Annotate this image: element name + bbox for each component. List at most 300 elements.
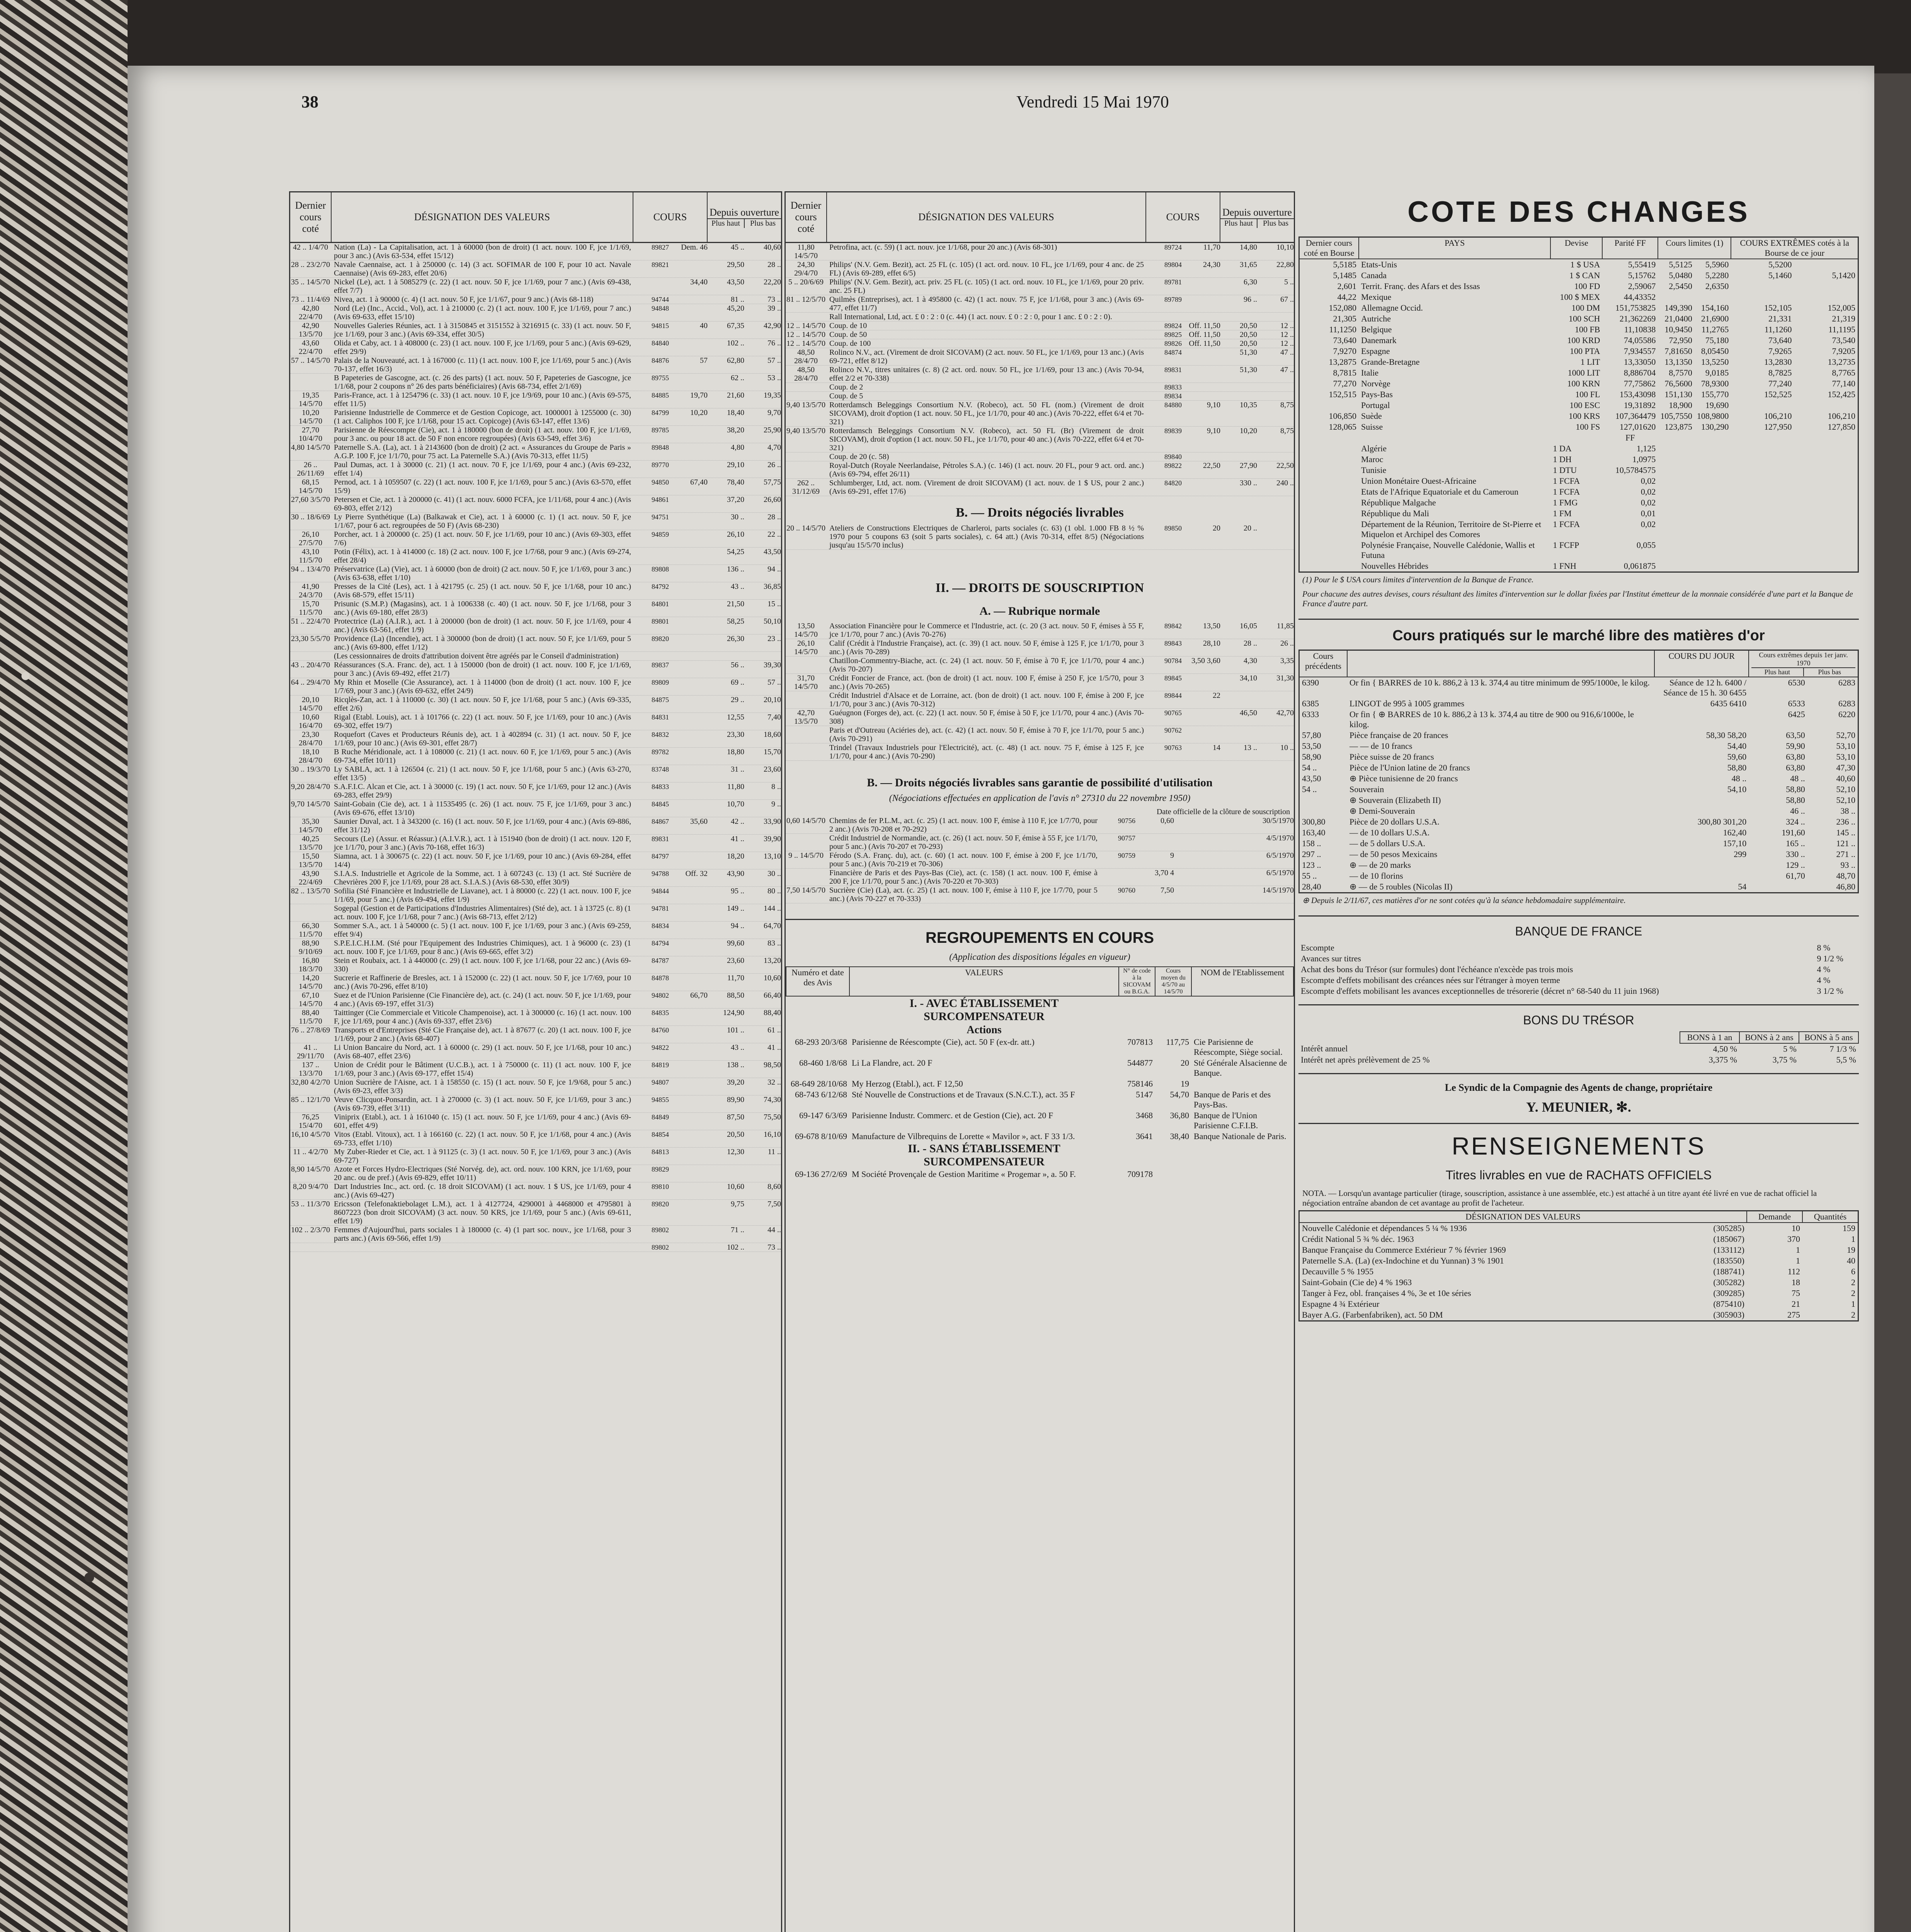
cell-d: 75 bbox=[1792, 1288, 1800, 1298]
security-row bbox=[786, 869, 1294, 886]
or-h-low: Plus bas bbox=[1818, 668, 1841, 676]
cell-h: 6425 bbox=[1788, 709, 1805, 719]
cell-k: 89808 bbox=[652, 565, 669, 573]
cell-v bbox=[669, 1148, 708, 1165]
cell-c: 707813 bbox=[1127, 1037, 1153, 1047]
cell-d: 23,30 28/4/70 bbox=[298, 730, 323, 747]
cell-h: 152,105 bbox=[1764, 303, 1792, 313]
cell-n: Paris-France, act. 1 à 1254796 (c. 33) (1 act. nouv. 10 F, jce 1/9/69, pour 10 anc.) (Avis 69-575, effet 11/5) bbox=[334, 391, 631, 408]
cell-j: 48 .. bbox=[1731, 774, 1747, 783]
cell-d: 370 bbox=[1787, 1234, 1800, 1244]
cote-h-dernier: Dernier cours coté en Bourse bbox=[1299, 237, 1359, 259]
cell-a: 69-678 8/10/69 bbox=[795, 1131, 847, 1141]
cell-p: 54 .. bbox=[1302, 784, 1317, 794]
cell-n: Férodo (S.A. Franç. du), act. (c. 60) (1 act. nouv. 100 F, émise à 200 F, jce 1/1/70, pour 5 anc.) (Avis 70-219 et 70-306) bbox=[829, 851, 1098, 868]
cell-l2: 130,290 bbox=[1701, 422, 1729, 432]
security-row bbox=[290, 817, 781, 835]
cell-n: Ericsson (Telefonaktiebolaget L.M.), act. 1 à 4127724, 4290001 à 4468000 et 4795801 à 8607223 (bon droit SICOVAM) (3 act. nouv. 50 KRS, jce 1/1/69, pour 5 anc.) (Avis 69-611, effet 1/9) bbox=[334, 1200, 631, 1225]
cell-k: 89848 bbox=[652, 444, 669, 451]
cell-j: 59,60 bbox=[1727, 752, 1747, 762]
cell-h: 87,50 bbox=[727, 1113, 744, 1121]
security-row bbox=[786, 524, 1294, 550]
cell-empty bbox=[1299, 540, 1359, 561]
cell-v: 4 % bbox=[1817, 975, 1831, 985]
cell-n: Viniprix (Etabl.), act. 1 à 161040 (c. 15) (1 act. nouv. 50 F, jce 1/1/69, pour 4 anc.) (Avis 69-601, effet 4/9) bbox=[334, 1113, 631, 1130]
security-row bbox=[786, 321, 1294, 330]
cell-n: Sucrière (Cie) (La), act. (c. 25) (1 act. nouv. 100 F, émise à 110 F, jce 1/7/70, pour 5 anc.) (Avis 70-227 et 70-333) bbox=[829, 886, 1098, 903]
or-header-row bbox=[1299, 650, 1858, 677]
section-a-heading: A. — Rubrique normale bbox=[979, 605, 1100, 617]
cell-h bbox=[708, 1165, 744, 1182]
cell-h: 102 .. bbox=[727, 339, 744, 347]
cell-l: 57 .. bbox=[767, 356, 781, 365]
cell-d: 27,70 10/4/70 bbox=[298, 426, 323, 443]
cell-f: 0,01 bbox=[1640, 509, 1656, 518]
cell-c: 758146 bbox=[1127, 1079, 1153, 1088]
cell-n: ⊕ — de 5 roubles (Nicolas II) bbox=[1349, 882, 1453, 891]
cell-k: 84831 bbox=[652, 713, 669, 721]
cell-d: 88,90 9/10/69 bbox=[298, 939, 323, 956]
cell-b: 53,10 bbox=[1836, 741, 1855, 751]
cell-h: 5,1460 bbox=[1768, 270, 1792, 280]
cell-v: 40 bbox=[700, 321, 708, 330]
cell-h: 324 .. bbox=[1786, 817, 1805, 827]
cell-l: 94 .. bbox=[767, 565, 781, 573]
cell-v bbox=[1182, 348, 1220, 365]
cell-n: Petersen et Cie, act. 1 à 200000 (c. 41) (1 act. nouv. 6000 FCFA, jce 1/11/68, pour 4 anc.) (Avis 69-803, effet 2/12) bbox=[334, 495, 631, 512]
cell-d: 10,20 14/5/70 bbox=[298, 408, 323, 425]
cell-u: 100 FB bbox=[1574, 325, 1600, 334]
security-row bbox=[290, 852, 781, 869]
cell-l: 50,10 bbox=[764, 617, 781, 626]
cell-h: 46,50 bbox=[1240, 709, 1257, 717]
cell-k: 89755 bbox=[652, 374, 669, 382]
cell-h bbox=[1731, 281, 1794, 292]
cell-v bbox=[1299, 1255, 1747, 1266]
rachat-row bbox=[1299, 1255, 1858, 1266]
cell-v bbox=[669, 974, 708, 991]
cell-v bbox=[669, 495, 708, 512]
cell-n: Crédit Foncier de France, act. (bon de droit) (1 act. nouv. 100 F, émise à 250 F, jce 1/5/70, pour 3 anc.) (Avis 70-265) bbox=[829, 674, 1144, 691]
cell-v bbox=[669, 1095, 708, 1112]
cell-d: 27,60 3/5/70 bbox=[291, 495, 330, 504]
cell-h: 127,950 bbox=[1764, 422, 1792, 432]
cell-c: 5147 bbox=[1136, 1090, 1153, 1099]
rachat-row bbox=[1299, 1299, 1858, 1310]
regroupement-row bbox=[786, 1037, 1293, 1058]
cell-c: 7 1/3 % bbox=[1829, 1044, 1856, 1054]
cell-p: Algérie bbox=[1361, 444, 1387, 453]
cell-v bbox=[669, 600, 708, 617]
cell-d: 81 .. 12/5/70 bbox=[786, 295, 826, 304]
cell-d: 13,2875 bbox=[1329, 357, 1356, 367]
cote-h-devise: Devise bbox=[1550, 237, 1602, 259]
cell-d: 9 .. 14/5/70 bbox=[788, 851, 824, 860]
cell-d: 7,9270 bbox=[1333, 346, 1356, 356]
cell-u: 100 KRD bbox=[1567, 335, 1600, 345]
security-row bbox=[290, 374, 781, 391]
currency-row bbox=[1299, 259, 1858, 270]
cell-b: 11,1195 bbox=[1828, 325, 1855, 334]
section-b2-heading: B. — Droits négociés livrables sans garantie de possibilité d'utilisation bbox=[867, 776, 1213, 789]
cell-n: Sofilia (Sté Financière et Industrielle de Liavane), act. 1 à 80000 (c. 22) (1 act. nouv. 100 F, jce 1/1/69, pour 5 anc.) (Avis 69-494, effet 1/9) bbox=[334, 887, 631, 904]
security-row bbox=[786, 691, 1294, 709]
cell-h: 29 .. bbox=[731, 696, 744, 704]
cell-b: 6283 bbox=[1838, 699, 1855, 708]
or-h-high: Plus haut bbox=[1751, 668, 1804, 676]
cell-d bbox=[786, 656, 826, 673]
cell-k: 90759 bbox=[1118, 852, 1135, 859]
cell-h: 48 .. bbox=[1790, 774, 1805, 783]
cell-k: 94815 bbox=[652, 322, 669, 330]
cell-v: 22,50 bbox=[1203, 461, 1220, 470]
cell-d: 9,70 14/5/70 bbox=[291, 800, 330, 808]
cell-h: 136 .. bbox=[727, 565, 744, 573]
cell-h: 20 .. bbox=[1244, 524, 1257, 532]
cell-h: 18,20 bbox=[727, 852, 744, 861]
cell-n: Préservatrice (La) (Vie), act. 1 à 60000 (bon de droit) (2 act. nouv. 50 F, jce 1/1/69, pour 3 anc.) (Avis 63-638, effet 1/10) bbox=[334, 565, 631, 582]
cell-e: Sté Générale Alsacienne de Banque. bbox=[1194, 1058, 1287, 1078]
cell-v bbox=[1182, 479, 1220, 496]
cell-l: 98,50 bbox=[764, 1061, 781, 1069]
cell-k: 84885 bbox=[652, 391, 669, 399]
cell-e: Banque Nationale de Paris. bbox=[1194, 1131, 1286, 1141]
cell-k: 94788 bbox=[652, 870, 669, 878]
cell-k bbox=[1101, 869, 1135, 886]
cell-f: 44,43352 bbox=[1623, 292, 1656, 302]
gold-row bbox=[1299, 741, 1858, 752]
cell-v: My Herzog (Etabl.), act. F 12,50 bbox=[852, 1079, 963, 1088]
cell-f: 7,934557 bbox=[1623, 346, 1656, 356]
cell-n: Réassurances (S.A. Franc. de), act. 1 à 150000 (bon de droit) (1 act. nouv. 100 F, jce 1/1/69, pour 3 anc.) (Avis 69-492, effet 21/7) bbox=[334, 661, 631, 678]
cell-d: 18,10 28/4/70 bbox=[298, 748, 323, 765]
cell-f: 8,886704 bbox=[1623, 368, 1656, 378]
cell-b: 152,005 bbox=[1828, 303, 1855, 313]
cell-u: 1 FCFP bbox=[1553, 540, 1579, 550]
cell-n: Nivea, act. 1 à 90000 (c. 4) (1 act. nouv. 50 F, jce 1/1/67, pour 9 anc.) (Avis 68-118) bbox=[334, 295, 594, 304]
cell-d: 9,40 13/5/70 bbox=[786, 427, 826, 435]
cell-v: 24,30 bbox=[1203, 260, 1220, 269]
rachat-row bbox=[1299, 1310, 1858, 1321]
cell-l bbox=[1257, 392, 1294, 400]
cell-l2: 9,0185 bbox=[1705, 368, 1729, 378]
cell-empty bbox=[1299, 476, 1359, 486]
cell-n: Ateliers de Constructions Electriques de Charleroi, parts sociales (c. 63) (1 obl. 1.000 FB 8 ½ % 1970 pour 5 coupons 63 (soit 5 parts sociales), c. 64 att.) (Avis 70-314, effet 8/5) (Négociations jusqu'au 15/5/70 inclus) bbox=[829, 524, 1144, 549]
section-b2-note: (Négociations effectuées en application de l'avis n° 27310 du 22 novembre 1950) bbox=[889, 793, 1191, 803]
cell-d: 76 .. 27/8/69 bbox=[291, 1026, 330, 1034]
security-row bbox=[290, 713, 781, 730]
cell-l: 11 .. bbox=[767, 1148, 781, 1156]
cell-k: 89810 bbox=[652, 1183, 669, 1190]
cell-f: 0,02 bbox=[1640, 498, 1656, 507]
cell-l: Avances sur titres bbox=[1301, 954, 1361, 963]
cell-f: 0,02 bbox=[1640, 519, 1656, 529]
cell-v bbox=[669, 956, 708, 973]
cell-l: 3,35 bbox=[1280, 656, 1294, 665]
cell-h: 9,75 bbox=[731, 1200, 744, 1208]
cell-l1: 151,130 bbox=[1664, 389, 1692, 399]
cell-h: 21,50 bbox=[727, 600, 744, 608]
cell-d: 30 .. 19/3/70 bbox=[291, 765, 330, 774]
cell-j: 300,80 301,20 bbox=[1697, 817, 1747, 827]
cell-d: 11 .. 4/2/70 bbox=[293, 1148, 328, 1156]
cell-l2: 19,690 bbox=[1705, 400, 1729, 410]
cell-v bbox=[669, 426, 708, 443]
security-row bbox=[290, 408, 781, 426]
cell-v bbox=[1299, 1245, 1747, 1255]
cell-l bbox=[1257, 383, 1294, 391]
bdf-rate-row bbox=[1298, 953, 1859, 964]
cell-v bbox=[669, 374, 708, 391]
cell-d: 14,20 14/5/70 bbox=[298, 974, 323, 991]
cell-h: 20,50 bbox=[1240, 321, 1257, 330]
security-row bbox=[290, 730, 781, 748]
security-row bbox=[290, 565, 781, 582]
cell-l1: 76,5600 bbox=[1664, 379, 1692, 388]
cell-e bbox=[1191, 1078, 1293, 1089]
cell-h: 5,5200 bbox=[1768, 260, 1792, 269]
currency-row bbox=[1299, 335, 1858, 346]
cell-a: 69-147 6/3/69 bbox=[799, 1111, 847, 1120]
cell-l: 39,30 bbox=[764, 661, 781, 669]
regroupement-row bbox=[786, 1131, 1293, 1142]
cell-h: 20,50 bbox=[1240, 339, 1257, 348]
cell-d: 262 .. 31/12/69 bbox=[792, 479, 820, 496]
cell-l2: 78,9300 bbox=[1701, 379, 1729, 388]
cell-h: 39,20 bbox=[727, 1078, 744, 1087]
cell-h: 21,60 bbox=[727, 391, 744, 400]
cell-d: 128,065 bbox=[1329, 422, 1356, 432]
cell-d: 43,10 11/5/70 bbox=[299, 548, 322, 565]
cell-n: Pièce suisse de 20 francs bbox=[1349, 752, 1434, 762]
security-row bbox=[290, 478, 781, 495]
page-number: 38 bbox=[301, 92, 318, 111]
header-low: Plus bas bbox=[1263, 219, 1289, 228]
security-row bbox=[290, 278, 781, 295]
cell-k: 89842 bbox=[1164, 622, 1182, 630]
cell-h: 6533 bbox=[1788, 699, 1805, 708]
or-note: ⊕ Depuis le 2/11/67, ces matières d'or ne sont cotées qu'à la séance hebdomadaire supplémentaire. bbox=[1302, 896, 1626, 905]
cell-n: Crédit Industriel d'Alsace et de Lorraine, act. (bon de droit) (1 act. nouv. 100 F, émise à 200 F, jce 1/1/70, pour 3 anc.) (Avis 70-312) bbox=[829, 691, 1144, 708]
cell-d: 42,70 13/5/70 bbox=[794, 709, 818, 726]
ff-currency-row bbox=[1299, 508, 1858, 519]
security-row bbox=[290, 991, 781, 1009]
security-row bbox=[786, 339, 1294, 348]
cell-c: 3468 bbox=[1136, 1111, 1153, 1120]
cell-l: 61 .. bbox=[767, 1026, 781, 1034]
cell-n: Rolinco N.V., act. (Virement de droit SICOVAM) (2 act. nouv. 50 FL, jce 1/1/69, pour 13 anc.) (Avis 69-721, effet 8/12) bbox=[829, 348, 1144, 365]
cell-p: 158 .. bbox=[1302, 838, 1321, 848]
security-row bbox=[290, 243, 781, 260]
cell-j bbox=[1654, 709, 1749, 730]
cell-u: 1 DA bbox=[1553, 444, 1572, 453]
rg-header-etablissement: NOM de l'Etablissement bbox=[1191, 967, 1293, 996]
cell-d: 1 bbox=[1796, 1245, 1800, 1255]
cell-n: My Rhin et Moselle (Cie Assurance), act. 1 à 114000 (bon de droit) (1 act. nouv. 100 F, jce 1/7/69, pour 3 anc.) (Avis 69-632, effet 24/9) bbox=[334, 678, 631, 695]
cell-p: Espagne bbox=[1361, 346, 1390, 356]
cell-n: Roquefort (Caves et Producteurs Réunis de), act. 1 à 402894 (c. 31) (1 act. nouv. 50 F, jce 1/1/69, pour 10 anc.) (Avis 69-301, effet 28/7) bbox=[334, 730, 631, 747]
regroupements-header-row bbox=[786, 967, 1293, 996]
cell-n: Femmes d'Aujourd'hui, parts sociales 1 à 180000 (c. 4) (1 part soc. nouv., jce 1/1/68, pour 3 parts anc.) (Avis 69-566, effet 1/9) bbox=[334, 1226, 631, 1243]
security-row bbox=[786, 656, 1294, 674]
cell-l: 12 .. bbox=[1280, 339, 1294, 348]
cell-d bbox=[290, 652, 331, 660]
cell-d: 16,10 4/5/70 bbox=[291, 1130, 330, 1139]
or-table bbox=[1298, 650, 1859, 893]
cell-h: 330 .. bbox=[1786, 849, 1805, 859]
cote-header-row bbox=[1299, 237, 1858, 259]
cell-n: Rall International, Ltd, act. £ 0 : 2 : 0 (c. 44) (1 act. nouv. £ 0 : 2 : 0, pour 1 anc. £ 0 : 2 : 0). bbox=[829, 313, 1112, 321]
cell-h: 43 .. bbox=[731, 582, 744, 591]
cote-h-pays: PAYS bbox=[1359, 237, 1550, 259]
security-row bbox=[290, 339, 781, 356]
cell-n: Coup. de 5 bbox=[829, 392, 863, 400]
cell-d: 275 bbox=[1787, 1310, 1800, 1320]
cell-n: Rotterdamsch Beleggings Consortium N.V. (Robeco), act. 50 FL (nom.) (Virement de droit SICOVAM), droit d'option (1 act. nouv. 50 FL, jce 1/1/70, pour 40 anc.) (Avis 70-222, effet 6/4 et 70-321) bbox=[829, 401, 1144, 426]
cell-h bbox=[1749, 881, 1807, 893]
cell-n: — — de 10 francs bbox=[1349, 741, 1412, 751]
cell-u: 100 KRS bbox=[1569, 411, 1600, 421]
header-last-price: Dernier cours coté bbox=[786, 192, 827, 242]
or-h-blank bbox=[1347, 650, 1654, 677]
cell-p: Suède bbox=[1361, 411, 1382, 421]
cell-v: 3 1/2 % bbox=[1817, 986, 1843, 996]
cell-v bbox=[669, 696, 708, 713]
cell-l: 19,35 bbox=[764, 391, 781, 400]
cell-k: 84813 bbox=[652, 1148, 669, 1156]
cell-v bbox=[669, 904, 708, 921]
security-row bbox=[290, 495, 781, 513]
cell-v bbox=[1299, 1223, 1747, 1234]
cell-v bbox=[669, 887, 708, 904]
cell-n: Royal-Dutch (Royale Neerlandaise, Pétroles S.A.) (c. 146) (1 act. nouv. 20 FL, pour 9 act. ord. anc.) (Avis 69-794, effet 26/11) bbox=[829, 461, 1144, 478]
gold-row bbox=[1299, 795, 1858, 806]
cell-u: 1 $ CAN bbox=[1569, 270, 1600, 280]
cell-q: 19 bbox=[1847, 1245, 1855, 1255]
cell-d: 42,90 13/5/70 bbox=[298, 321, 323, 338]
cote-h-parite: Parité FF bbox=[1602, 237, 1658, 259]
cell-b: 38 .. bbox=[1840, 806, 1855, 816]
security-row bbox=[786, 834, 1294, 851]
cote-des-changes-table bbox=[1298, 236, 1859, 573]
cell-f: 5,15762 bbox=[1628, 270, 1656, 280]
cell-l: 15,70 bbox=[764, 748, 781, 756]
security-row bbox=[786, 452, 1294, 461]
security-row bbox=[290, 1078, 781, 1095]
cell-l1: 18,900 bbox=[1669, 400, 1692, 410]
cell-p: 57,80 bbox=[1302, 730, 1321, 740]
cell-l: 7,50 bbox=[767, 1200, 781, 1208]
cell-d bbox=[786, 392, 826, 400]
cell-d: 19,35 14/5/70 bbox=[298, 391, 323, 408]
cell-d: 137 .. 13/3/70 bbox=[298, 1061, 323, 1078]
cell-u: 1 DH bbox=[1553, 454, 1572, 464]
cell-h: 89,90 bbox=[727, 1095, 744, 1104]
cell-k: 94855 bbox=[652, 1096, 669, 1104]
security-row bbox=[786, 427, 1294, 452]
cell-c: 544877 bbox=[1127, 1058, 1153, 1068]
header-high: Plus haut bbox=[1220, 219, 1258, 228]
gold-row bbox=[1299, 730, 1858, 741]
rachat-name: Paternelle S.A. (La) (ex-Indochine et du Yunnan) 3 % 1901 bbox=[1302, 1256, 1504, 1265]
rachat-name: Decauville 5 % 1955 bbox=[1302, 1267, 1374, 1276]
security-row bbox=[290, 1113, 781, 1130]
regroupement-row bbox=[786, 1058, 1293, 1078]
cell-p: 123 .. bbox=[1302, 860, 1321, 870]
rachat-row bbox=[1299, 1234, 1858, 1245]
cell-k: 94807 bbox=[652, 1078, 669, 1086]
cell-v bbox=[669, 730, 708, 747]
cell-k: 89809 bbox=[652, 679, 669, 686]
cell-v bbox=[669, 713, 708, 730]
security-row bbox=[290, 922, 781, 939]
rachat-code: (305282) bbox=[1713, 1277, 1744, 1287]
cell-k bbox=[634, 548, 669, 565]
cell-v bbox=[669, 1043, 708, 1060]
cell-n: Coup. de 2 bbox=[829, 383, 863, 391]
cell-k bbox=[634, 652, 669, 660]
cell-b: 6220 bbox=[1838, 709, 1855, 719]
cell-d: 94 .. 13/4/70 bbox=[291, 565, 330, 573]
or-h-extremes bbox=[1749, 650, 1858, 677]
cell-f: 13,33050 bbox=[1623, 357, 1656, 367]
header-designation: DÉSIGNATION DES VALEURS bbox=[332, 192, 633, 242]
cell-l: 9,70 bbox=[767, 408, 781, 417]
cell-n: Philips' (N.V. Gem. Bezit), act. priv. 25 FL (c. 105) (1 act. ord. nouv. 10 FL, jce 1/1/69, pour 20 priv. anc. 25 FL) bbox=[829, 278, 1144, 295]
cell-h: 43 .. bbox=[731, 1043, 744, 1052]
cell-empty bbox=[1299, 561, 1359, 572]
page-header bbox=[166, 92, 1828, 115]
cell-k: 84849 bbox=[652, 1113, 669, 1121]
cell-v: Sté Nouvelle de Constructions et de Travaux (S.N.C.T.), act. 35 F bbox=[852, 1090, 1075, 1099]
security-row bbox=[786, 330, 1294, 339]
cell-h bbox=[1174, 834, 1211, 851]
security-row bbox=[786, 743, 1294, 761]
cell-k: 89802 bbox=[652, 1226, 669, 1234]
cell-h: 12,30 bbox=[727, 1148, 744, 1156]
header-low: Plus bas bbox=[750, 219, 776, 228]
renseignements-nota: NOTA. — Lorsqu'un avantage particulier (tirage, souscription, assistance à une assemblée, etc.) est attaché à un titre ayant été livré en vue de rachat officiel la négociation entraîne abandon de cet avantage au profit de l'acheteur. bbox=[1302, 1189, 1817, 1208]
cell-b: 3,75 % bbox=[1772, 1055, 1797, 1065]
cell-l: 76 .. bbox=[767, 339, 781, 347]
cell-v bbox=[1299, 1266, 1747, 1277]
cell-h bbox=[708, 652, 744, 660]
currency-row bbox=[1299, 357, 1858, 367]
cell-u: 100 PTA bbox=[1570, 346, 1600, 356]
cell-n: Paul Dumas, act. 1 à 30000 (c. 21) (1 act. nouv. 70 F, jce 1/1/69, pour 4 anc.) (Avis 69-232, effet 1/4) bbox=[334, 461, 631, 478]
cell-v bbox=[669, 1078, 708, 1095]
cell-k: 89782 bbox=[652, 748, 669, 756]
security-row bbox=[290, 304, 781, 321]
rachat-name: Banque Française du Commerce Extérieur 7 % février 1969 bbox=[1302, 1245, 1506, 1255]
cell-d: 66,30 11/5/70 bbox=[299, 922, 322, 939]
cell-d: 23,30 5/5/70 bbox=[291, 634, 330, 643]
header-high: Plus haut bbox=[708, 219, 745, 228]
cell-l2: 5,5960 bbox=[1705, 260, 1729, 269]
security-row bbox=[290, 765, 781, 782]
security-row bbox=[290, 974, 781, 991]
cell-d bbox=[290, 374, 331, 391]
cell-l: 28 .. bbox=[767, 513, 781, 521]
security-row bbox=[786, 886, 1294, 903]
cell-l: 8,75 bbox=[1280, 427, 1294, 435]
column-2-header bbox=[786, 192, 1294, 243]
cell-p: Portugal bbox=[1361, 400, 1390, 410]
cell-h: 11,70 bbox=[727, 974, 744, 982]
cell-p: 43,50 bbox=[1302, 774, 1321, 783]
ff-currency-row bbox=[1299, 443, 1858, 454]
cell-m: 36,80 bbox=[1170, 1111, 1189, 1120]
